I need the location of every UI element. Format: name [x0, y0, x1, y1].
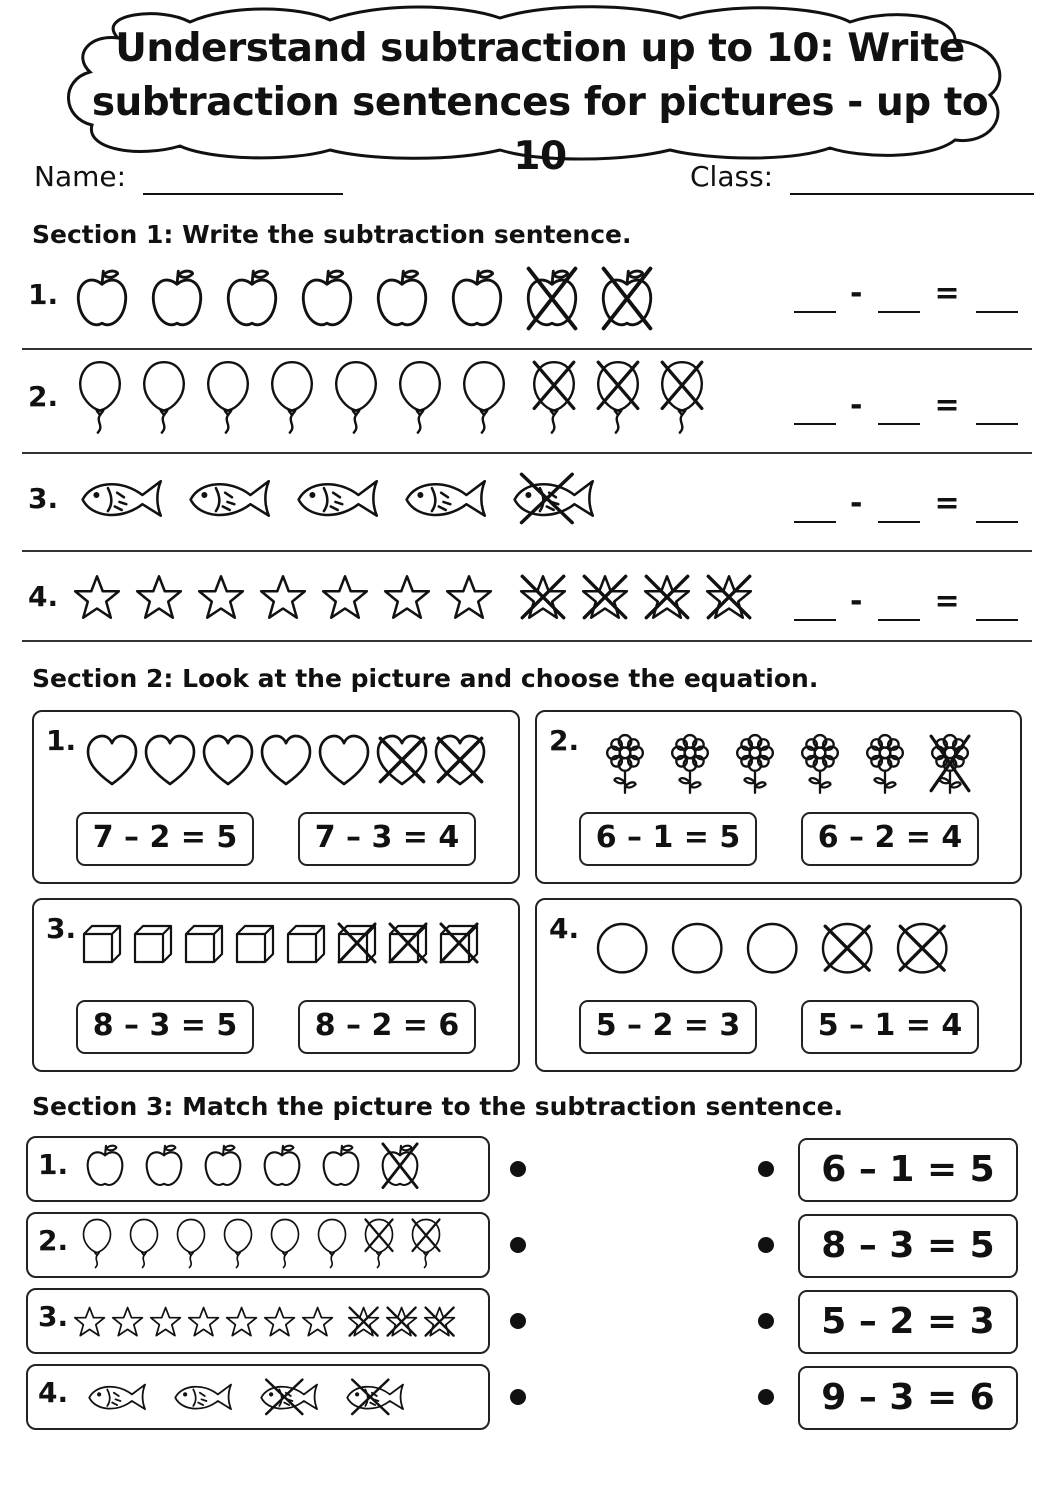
question-number: 3.: [38, 1300, 69, 1333]
question-number: 1.: [38, 1148, 69, 1181]
answer-blank[interactable]: [794, 486, 836, 523]
equals-sign: =: [934, 486, 962, 521]
question-number: 1.: [46, 724, 77, 757]
section-2-title: Section 2: Look at the picture and choose the equation.: [32, 664, 819, 693]
apple-icon: [263, 1142, 301, 1190]
cube-icon: [82, 922, 122, 964]
name-field[interactable]: [34, 160, 343, 195]
crossed-circle-icon: [898, 924, 946, 972]
balloon-icon: [317, 1218, 347, 1269]
star-icon: [198, 574, 244, 620]
question-number: 2.: [28, 380, 59, 413]
star-icon: [302, 1306, 333, 1337]
answer-blank[interactable]: [794, 276, 836, 313]
question-number: 1.: [28, 278, 59, 311]
match-dot-left[interactable]: [510, 1161, 526, 1177]
subtraction-sentence-blanks[interactable]: [784, 486, 1028, 523]
crossed-apple-icon: [381, 1142, 419, 1190]
apple-icon: [451, 266, 503, 331]
cube-icon: [286, 922, 326, 964]
crossed-balloon-icon: [364, 1218, 394, 1269]
crossed-balloon-icon: [532, 360, 576, 435]
minus-sign: -: [850, 584, 865, 619]
star-icon: [74, 574, 120, 620]
match-sentence-box[interactable]: 6 – 1 = 5: [798, 1138, 1018, 1202]
apple-icon: [322, 1142, 360, 1190]
subtraction-sentence-blanks[interactable]: [784, 276, 1028, 313]
balloon-icon: [82, 1218, 112, 1269]
heart-icon: [262, 736, 310, 784]
crossed-apple-icon: [526, 266, 578, 331]
match-dot-left[interactable]: [510, 1237, 526, 1253]
balloon-icon: [206, 360, 250, 435]
name-label: Name:: [34, 160, 127, 193]
equation-option-button[interactable]: 7 – 2 = 5: [76, 812, 254, 866]
star-icon: [150, 1306, 181, 1337]
minus-sign: -: [850, 388, 865, 423]
apple-icon: [151, 266, 203, 331]
crossed-star-icon: [348, 1306, 379, 1337]
apple-icon: [376, 266, 428, 331]
star-icon: [74, 1306, 105, 1337]
crossed-apple-icon: [601, 266, 653, 331]
crossed-heart-icon: [436, 736, 484, 784]
subtraction-sentence-blanks[interactable]: [784, 388, 1028, 425]
heart-icon: [320, 736, 368, 784]
star-icon: [112, 1306, 143, 1337]
match-sentence-box[interactable]: 9 – 3 = 6: [798, 1366, 1018, 1430]
fish-icon: [78, 472, 163, 525]
class-field[interactable]: [690, 160, 1034, 195]
flower-icon: [799, 734, 841, 793]
flower-icon: [669, 734, 711, 793]
crossed-star-icon: [644, 574, 690, 620]
answer-blank[interactable]: [976, 276, 1018, 313]
heart-icon: [204, 736, 252, 784]
fish-icon: [402, 472, 487, 525]
balloon-icon: [270, 360, 314, 435]
star-icon: [264, 1306, 295, 1337]
answer-blank[interactable]: [976, 388, 1018, 425]
row-divider: [22, 550, 1032, 552]
crossed-balloon-icon: [411, 1218, 441, 1269]
answer-blank[interactable]: [976, 584, 1018, 621]
name-blank[interactable]: [143, 160, 343, 195]
heart-icon: [88, 736, 136, 784]
balloon-icon: [398, 360, 442, 435]
crossed-fish-icon: [258, 1378, 319, 1416]
title-line-2: subtraction sentences for pictures - up to 10: [91, 80, 989, 179]
section-1-title: Section 1: Write the subtraction sentence.: [32, 220, 632, 249]
crossed-heart-icon: [378, 736, 426, 784]
question-number: 3.: [28, 482, 59, 515]
answer-blank[interactable]: [878, 486, 920, 523]
match-dot-right[interactable]: [758, 1237, 774, 1253]
crossed-flower-icon: [929, 734, 971, 793]
row-divider: [22, 452, 1032, 454]
question-number: 4.: [28, 580, 59, 613]
crossed-star-icon: [520, 574, 566, 620]
crossed-fish-icon: [344, 1378, 405, 1416]
minus-sign: -: [850, 276, 865, 311]
crossed-star-icon: [582, 574, 628, 620]
equation-option-button[interactable]: 8 – 2 = 6: [298, 1000, 476, 1054]
equals-sign: =: [934, 584, 962, 619]
equation-option-button[interactable]: 8 – 3 = 5: [76, 1000, 254, 1054]
apple-icon: [226, 266, 278, 331]
equation-option-button[interactable]: 6 – 2 = 4: [801, 812, 979, 866]
crossed-balloon-icon: [596, 360, 640, 435]
balloon-icon: [142, 360, 186, 435]
circle-icon: [748, 924, 796, 972]
crossed-cube-icon: [388, 922, 428, 964]
match-sentence-box[interactable]: 5 – 2 = 3: [798, 1290, 1018, 1354]
answer-blank[interactable]: [878, 388, 920, 425]
crossed-circle-icon: [823, 924, 871, 972]
match-dot-left[interactable]: [510, 1313, 526, 1329]
fish-icon: [86, 1378, 147, 1416]
crossed-star-icon: [706, 574, 752, 620]
equals-sign: =: [934, 276, 962, 311]
crossed-star-icon: [386, 1306, 417, 1337]
star-icon: [446, 574, 492, 620]
cube-icon: [133, 922, 173, 964]
minus-sign: -: [850, 486, 865, 521]
row-divider: [22, 348, 1032, 350]
crossed-cube-icon: [337, 922, 377, 964]
balloon-icon: [462, 360, 506, 435]
answer-blank[interactable]: [794, 388, 836, 425]
apple-icon: [145, 1142, 183, 1190]
apple-icon: [204, 1142, 242, 1190]
flower-icon: [734, 734, 776, 793]
question-number: 2.: [549, 724, 580, 757]
class-blank[interactable]: [790, 160, 1034, 195]
star-icon: [384, 574, 430, 620]
flower-icon: [864, 734, 906, 793]
flower-icon: [604, 734, 646, 793]
title-line-1: Understand subtraction up to 10: Write: [115, 26, 965, 71]
match-dot-right[interactable]: [758, 1389, 774, 1405]
question-number: 2.: [38, 1224, 69, 1257]
answer-blank[interactable]: [878, 276, 920, 313]
match-dot-right[interactable]: [758, 1161, 774, 1177]
question-number: 4.: [549, 912, 580, 945]
crossed-cube-icon: [439, 922, 479, 964]
fish-icon: [186, 472, 271, 525]
circle-icon: [598, 924, 646, 972]
cube-icon: [235, 922, 275, 964]
match-dot-right[interactable]: [758, 1313, 774, 1329]
apple-icon: [301, 266, 353, 331]
question-number: 4.: [38, 1376, 69, 1409]
balloon-icon: [334, 360, 378, 435]
question-number: 3.: [46, 912, 77, 945]
apple-icon: [86, 1142, 124, 1190]
fish-icon: [294, 472, 379, 525]
star-icon: [136, 574, 182, 620]
equation-option-button[interactable]: 5 – 2 = 3: [579, 1000, 757, 1054]
crossed-star-icon: [424, 1306, 455, 1337]
match-sentence-box[interactable]: 8 – 3 = 5: [798, 1214, 1018, 1278]
equation-option-button[interactable]: 7 – 3 = 4: [298, 812, 476, 866]
balloon-icon: [176, 1218, 206, 1269]
crossed-fish-icon: [510, 472, 595, 525]
star-icon: [260, 574, 306, 620]
answer-blank[interactable]: [976, 486, 1018, 523]
balloon-icon: [129, 1218, 159, 1269]
equals-sign: =: [934, 388, 962, 423]
equation-option-button[interactable]: 6 – 1 = 5: [579, 812, 757, 866]
row-divider: [22, 640, 1032, 642]
match-dot-left[interactable]: [510, 1389, 526, 1405]
balloon-icon: [223, 1218, 253, 1269]
balloon-icon: [78, 360, 122, 435]
class-label: Class:: [690, 160, 774, 193]
star-icon: [322, 574, 368, 620]
answer-blank[interactable]: [878, 584, 920, 621]
balloon-icon: [270, 1218, 300, 1269]
subtraction-sentence-blanks[interactable]: [784, 584, 1028, 621]
cube-icon: [184, 922, 224, 964]
heart-icon: [146, 736, 194, 784]
star-icon: [226, 1306, 257, 1337]
fish-icon: [172, 1378, 233, 1416]
apple-icon: [76, 266, 128, 331]
section-3-title: Section 3: Match the picture to the subtraction sentence.: [32, 1092, 844, 1121]
star-icon: [188, 1306, 219, 1337]
equation-option-button[interactable]: 5 – 1 = 4: [801, 1000, 979, 1054]
circle-icon: [673, 924, 721, 972]
answer-blank[interactable]: [794, 584, 836, 621]
crossed-balloon-icon: [660, 360, 704, 435]
